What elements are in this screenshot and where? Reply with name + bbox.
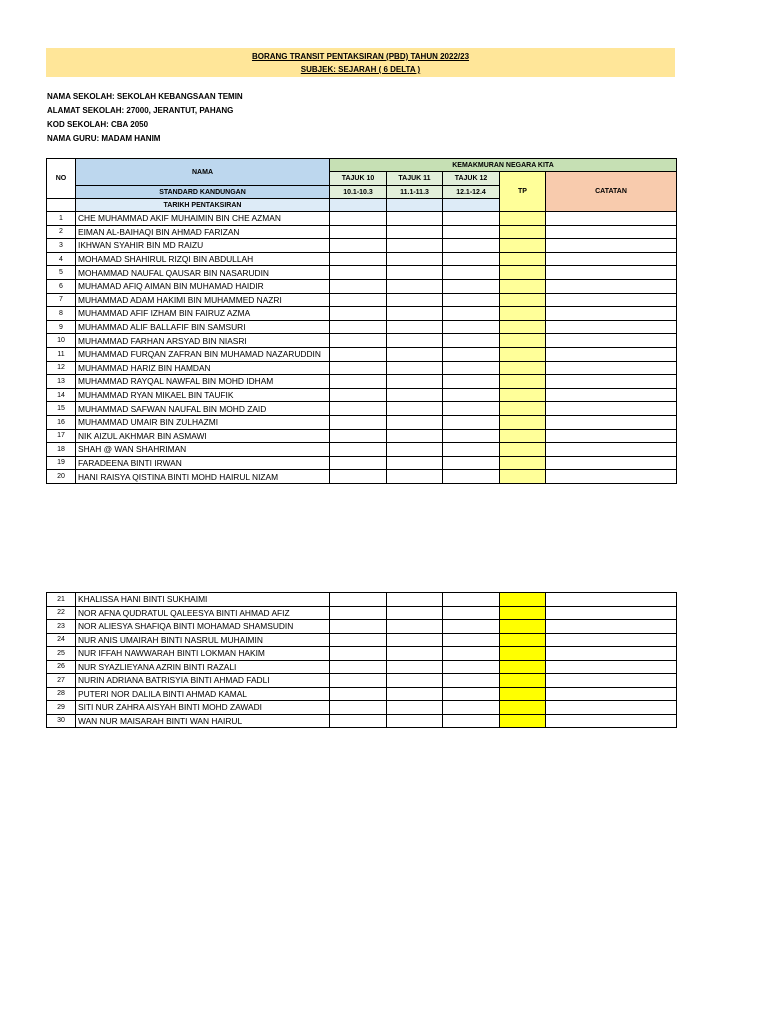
row-number: 27 — [47, 674, 76, 688]
row-number: 28 — [47, 687, 76, 701]
student-name: MUHAMMAD RAYQAL NAWFAL BIN MOHD IDHAM — [76, 375, 330, 389]
tajuk-12-cell[interactable] — [443, 593, 500, 607]
tp-cell[interactable] — [500, 388, 546, 402]
catatan-cell[interactable] — [546, 212, 677, 226]
catatan-cell[interactable] — [546, 620, 677, 634]
header-no: NO — [47, 159, 76, 199]
tp-cell[interactable] — [500, 361, 546, 375]
table-row — [47, 307, 677, 321]
tajuk-12-cell[interactable] — [443, 212, 500, 226]
catatan-cell[interactable] — [546, 660, 677, 674]
catatan-cell[interactable] — [546, 252, 677, 266]
row-number: 19 — [47, 456, 76, 470]
tajuk-10-cell[interactable] — [330, 620, 387, 634]
tp-cell[interactable] — [500, 334, 546, 348]
tajuk-12-cell[interactable] — [443, 347, 500, 361]
tajuk-12-cell[interactable] — [443, 470, 500, 484]
tajuk-12-cell[interactable] — [443, 714, 500, 728]
tajuk-10-cell[interactable] — [330, 225, 387, 239]
tajuk-12-cell[interactable] — [443, 415, 500, 429]
tajuk-12-cell[interactable] — [443, 660, 500, 674]
row-number: 15 — [47, 402, 76, 416]
tajuk-11-cell[interactable] — [387, 279, 443, 293]
row-number: 2 — [47, 225, 76, 239]
student-name: NUR SYAZLIEYANA AZRIN BINTI RAZALI — [76, 660, 330, 674]
table-row — [47, 402, 677, 416]
catatan-cell[interactable] — [546, 266, 677, 280]
date-cell[interactable] — [387, 199, 443, 212]
student-name: MUHAMAD AFIQ AIMAN BIN MUHAMAD HAIDIR — [76, 279, 330, 293]
table-row — [47, 660, 677, 674]
row-number: 3 — [47, 239, 76, 253]
tp-cell[interactable] — [500, 347, 546, 361]
school-address: ALAMAT SEKOLAH: 27000, JERANTUT, PAHANG — [47, 106, 234, 115]
catatan-cell[interactable] — [546, 443, 677, 457]
catatan-cell[interactable] — [546, 470, 677, 484]
table-row — [47, 239, 677, 253]
table-row — [47, 593, 677, 607]
tajuk-11-cell[interactable] — [387, 375, 443, 389]
catatan-cell[interactable] — [546, 225, 677, 239]
tp-cell[interactable] — [500, 701, 546, 715]
tajuk-12-cell[interactable] — [443, 633, 500, 647]
tajuk-11-cell[interactable] — [387, 593, 443, 607]
catatan-cell[interactable] — [546, 361, 677, 375]
tp-cell[interactable] — [500, 212, 546, 226]
tajuk-10-cell[interactable] — [330, 266, 387, 280]
tajuk-10-cell[interactable] — [330, 388, 387, 402]
student-name: NOR AFNA QUDRATUL QALEESYA BINTI AHMAD AFIZ — [76, 606, 330, 620]
row-number: 1 — [47, 212, 76, 226]
tp-cell[interactable] — [500, 252, 546, 266]
tajuk-11-cell[interactable] — [387, 239, 443, 253]
student-name: CHE MUHAMMAD AKIF MUHAIMIN BIN CHE AZMAN — [76, 212, 330, 226]
table-row — [47, 361, 677, 375]
student-name: MUHAMMAD SAFWAN NAUFAL BIN MOHD ZAID — [76, 402, 330, 416]
student-name: HANI RAISYA QISTINA BINTI MOHD HAIRUL NIZAM — [76, 470, 330, 484]
assessment-table — [46, 158, 677, 484]
tajuk-10-cell[interactable] — [330, 429, 387, 443]
catatan-cell[interactable] — [546, 456, 677, 470]
tajuk-11-cell[interactable] — [387, 293, 443, 307]
student-name: MUHAMMAD RYAN MIKAEL BIN TAUFIK — [76, 388, 330, 402]
tajuk-11-cell[interactable] — [387, 212, 443, 226]
tp-cell[interactable] — [500, 402, 546, 416]
catatan-cell[interactable] — [546, 239, 677, 253]
tp-cell[interactable] — [500, 239, 546, 253]
tp-cell[interactable] — [500, 266, 546, 280]
tajuk-10-cell[interactable] — [330, 415, 387, 429]
tp-cell[interactable] — [500, 279, 546, 293]
table-row — [47, 429, 677, 443]
tajuk-11-cell[interactable] — [387, 225, 443, 239]
catatan-cell[interactable] — [546, 714, 677, 728]
tajuk-11-cell[interactable] — [387, 388, 443, 402]
tajuk-11-cell[interactable] — [387, 456, 443, 470]
tp-cell[interactable] — [500, 633, 546, 647]
table-row — [47, 620, 677, 634]
catatan-cell[interactable] — [546, 402, 677, 416]
tajuk-10-cell[interactable] — [330, 212, 387, 226]
catatan-cell[interactable] — [546, 701, 677, 715]
catatan-cell[interactable] — [546, 687, 677, 701]
table-row — [47, 470, 677, 484]
student-name: MUHAMMAD AFIF IZHAM BIN FAIRUZ AZMA — [76, 307, 330, 321]
header-range-12: 12.1-12.4 — [443, 186, 500, 199]
row-number: 30 — [47, 714, 76, 728]
assessment-table-continued — [46, 592, 677, 728]
student-name: MUHAMMAD UMAIR BIN ZULHAZMI — [76, 415, 330, 429]
student-name: MOHAMMAD NAUFAL QAUSAR BIN NASARUDIN — [76, 266, 330, 280]
table-row — [47, 225, 677, 239]
catatan-cell[interactable] — [546, 415, 677, 429]
page-break — [46, 484, 676, 492]
row-number: 7 — [47, 293, 76, 307]
form-title: BORANG TRANSIT PENTAKSIRAN (PBD) TAHUN 2022/23 — [251, 52, 470, 61]
tajuk-10-cell[interactable] — [330, 470, 387, 484]
school-code: KOD SEKOLAH: CBA 2050 — [47, 120, 149, 129]
date-cell[interactable] — [443, 199, 500, 212]
row-number: 13 — [47, 375, 76, 389]
tp-cell[interactable] — [500, 660, 546, 674]
catatan-cell[interactable] — [546, 320, 677, 334]
catatan-cell[interactable] — [546, 293, 677, 307]
tajuk-12-cell[interactable] — [443, 647, 500, 661]
date-cell[interactable] — [330, 199, 387, 212]
tajuk-12-cell[interactable] — [443, 361, 500, 375]
tajuk-10-cell[interactable] — [330, 347, 387, 361]
tajuk-12-cell[interactable] — [443, 456, 500, 470]
table-row — [47, 212, 677, 226]
table-row — [47, 674, 677, 688]
tp-cell[interactable] — [500, 307, 546, 321]
table-row — [47, 701, 677, 715]
tajuk-11-cell[interactable] — [387, 714, 443, 728]
table-row — [47, 443, 677, 457]
row-number: 29 — [47, 701, 76, 715]
catatan-cell[interactable] — [546, 279, 677, 293]
catatan-cell[interactable] — [546, 429, 677, 443]
tajuk-12-cell[interactable] — [443, 388, 500, 402]
header-tarikh: TARIKH PENTAKSIRAN — [76, 199, 330, 212]
catatan-cell[interactable] — [546, 375, 677, 389]
row-number: 9 — [47, 320, 76, 334]
tajuk-12-cell[interactable] — [443, 674, 500, 688]
header-tajuk-11: TAJUK 11 — [387, 172, 443, 186]
tp-cell[interactable] — [500, 714, 546, 728]
student-name: KHALISSA HANI BINTI SUKHAIMI — [76, 593, 330, 607]
student-name: NUR IFFAH NAWWARAH BINTI LOKMAN HAKIM — [76, 647, 330, 661]
tp-cell[interactable] — [500, 593, 546, 607]
catatan-cell[interactable] — [546, 307, 677, 321]
header-tajuk-10: TAJUK 10 — [330, 172, 387, 186]
tajuk-10-cell[interactable] — [330, 293, 387, 307]
row-number: 22 — [47, 606, 76, 620]
tajuk-11-cell[interactable] — [387, 470, 443, 484]
tp-cell[interactable] — [500, 415, 546, 429]
row-number: 18 — [47, 443, 76, 457]
student-name: NURIN ADRIANA BATRISYIA BINTI AHMAD FADLI — [76, 674, 330, 688]
student-name: SHAH @ WAN SHAHRIMAN — [76, 443, 330, 457]
tajuk-10-cell[interactable] — [330, 674, 387, 688]
row-number: 4 — [47, 252, 76, 266]
student-name: MUHAMMAD ADAM HAKIMI BIN MUHAMMED NAZRI — [76, 293, 330, 307]
header-standard: STANDARD KANDUNGAN — [76, 186, 330, 199]
row-number: 6 — [47, 279, 76, 293]
catatan-cell[interactable] — [546, 647, 677, 661]
tajuk-10-cell[interactable] — [330, 701, 387, 715]
tajuk-11-cell[interactable] — [387, 674, 443, 688]
tajuk-11-cell[interactable] — [387, 620, 443, 634]
tajuk-10-cell[interactable] — [330, 456, 387, 470]
tajuk-10-cell[interactable] — [330, 633, 387, 647]
header-catatan: CATATAN — [546, 172, 677, 212]
tp-cell[interactable] — [500, 647, 546, 661]
tajuk-11-cell[interactable] — [387, 415, 443, 429]
table-row — [47, 606, 677, 620]
student-name: EIMAN AL-BAIHAQI BIN AHMAD FARIZAN — [76, 225, 330, 239]
catatan-cell[interactable] — [546, 633, 677, 647]
tajuk-10-cell[interactable] — [330, 660, 387, 674]
tp-cell[interactable] — [500, 606, 546, 620]
tajuk-12-cell[interactable] — [443, 307, 500, 321]
row-number: 20 — [47, 470, 76, 484]
table-row — [47, 279, 677, 293]
tajuk-11-cell[interactable] — [387, 647, 443, 661]
student-name: IKHWAN SYAHIR BIN MD RAIZU — [76, 239, 330, 253]
tajuk-11-cell[interactable] — [387, 660, 443, 674]
row-number: 26 — [47, 660, 76, 674]
header-range-11: 11.1-11.3 — [387, 186, 443, 199]
tajuk-12-cell[interactable] — [443, 375, 500, 389]
tajuk-10-cell[interactable] — [330, 320, 387, 334]
tp-cell[interactable] — [500, 620, 546, 634]
tp-cell[interactable] — [500, 674, 546, 688]
header-group: KEMAKMURAN NEGARA KITA — [330, 159, 677, 172]
subject-title: SUBJEK: SEJARAH ( 6 DELTA ) — [300, 65, 421, 74]
title-band — [46, 48, 675, 77]
tajuk-11-cell[interactable] — [387, 307, 443, 321]
tajuk-11-cell[interactable] — [387, 687, 443, 701]
tajuk-11-cell[interactable] — [387, 701, 443, 715]
tajuk-11-cell[interactable] — [387, 266, 443, 280]
header-tajuk-12: TAJUK 12 — [443, 172, 500, 186]
table-row — [47, 456, 677, 470]
row-number: 14 — [47, 388, 76, 402]
catatan-cell[interactable] — [546, 593, 677, 607]
table-row — [47, 388, 677, 402]
catatan-cell[interactable] — [546, 674, 677, 688]
student-name: SITI NUR ZAHRA AISYAH BINTI MOHD ZAWADI — [76, 701, 330, 715]
student-name: FARADEENA BINTI IRWAN — [76, 456, 330, 470]
row-number: 21 — [47, 593, 76, 607]
table-row — [47, 415, 677, 429]
row-number: 12 — [47, 361, 76, 375]
header-nama: NAMA — [76, 159, 330, 186]
student-name: PUTERI NOR DALILA BINTI AHMAD KAMAL — [76, 687, 330, 701]
row-number: 25 — [47, 647, 76, 661]
tajuk-12-cell[interactable] — [443, 606, 500, 620]
row-number: 11 — [47, 347, 76, 361]
tajuk-12-cell[interactable] — [443, 429, 500, 443]
tajuk-11-cell[interactable] — [387, 606, 443, 620]
tajuk-10-cell[interactable] — [330, 239, 387, 253]
tp-cell[interactable] — [500, 443, 546, 457]
table-row — [47, 334, 677, 348]
catatan-cell[interactable] — [546, 334, 677, 348]
tajuk-10-cell[interactable] — [330, 334, 387, 348]
tajuk-11-cell[interactable] — [387, 334, 443, 348]
table-row — [47, 633, 677, 647]
tajuk-12-cell[interactable] — [443, 701, 500, 715]
catatan-cell[interactable] — [546, 347, 677, 361]
tp-cell[interactable] — [500, 375, 546, 389]
row-number: 24 — [47, 633, 76, 647]
tajuk-11-cell[interactable] — [387, 429, 443, 443]
tajuk-12-cell[interactable] — [443, 293, 500, 307]
tajuk-11-cell[interactable] — [387, 361, 443, 375]
header-range-10: 10.1-10.3 — [330, 186, 387, 199]
tajuk-10-cell[interactable] — [330, 714, 387, 728]
table-row — [47, 293, 677, 307]
table-row — [47, 252, 677, 266]
school-name: NAMA SEKOLAH: SEKOLAH KEBANGSAAN TEMIN — [47, 92, 243, 101]
tp-cell[interactable] — [500, 293, 546, 307]
tajuk-12-cell[interactable] — [443, 320, 500, 334]
row-number: 23 — [47, 620, 76, 634]
catatan-cell[interactable] — [546, 388, 677, 402]
tajuk-10-cell[interactable] — [330, 593, 387, 607]
student-name: NUR ANIS UMAIRAH BINTI NASRUL MUHAIMIN — [76, 633, 330, 647]
tajuk-11-cell[interactable] — [387, 402, 443, 416]
tajuk-10-cell[interactable] — [330, 402, 387, 416]
tp-cell[interactable] — [500, 687, 546, 701]
tp-cell[interactable] — [500, 225, 546, 239]
tajuk-12-cell[interactable] — [443, 239, 500, 253]
tajuk-10-cell[interactable] — [330, 279, 387, 293]
tajuk-12-cell[interactable] — [443, 225, 500, 239]
tajuk-11-cell[interactable] — [387, 633, 443, 647]
student-name: NOR ALIESYA SHAFIQA BINTI MOHAMAD SHAMSUDIN — [76, 620, 330, 634]
student-name: MUHAMMAD HARIZ BIN HAMDAN — [76, 361, 330, 375]
catatan-cell[interactable] — [546, 606, 677, 620]
student-name: MUHAMMAD FARHAN ARSYAD BIN NIASRI — [76, 334, 330, 348]
row-number: 17 — [47, 429, 76, 443]
student-name: MUHAMMAD FURQAN ZAFRAN BIN MUHAMAD NAZARUDDIN — [76, 347, 330, 361]
tajuk-10-cell[interactable] — [330, 252, 387, 266]
row-number: 16 — [47, 415, 76, 429]
table-row — [47, 714, 677, 728]
student-name: WAN NUR MAISARAH BINTI WAN HAIRUL — [76, 714, 330, 728]
table-row — [47, 347, 677, 361]
table-row — [47, 687, 677, 701]
tajuk-12-cell[interactable] — [443, 334, 500, 348]
tajuk-10-cell[interactable] — [330, 307, 387, 321]
tajuk-10-cell[interactable] — [330, 647, 387, 661]
table-row — [47, 375, 677, 389]
tp-cell[interactable] — [500, 320, 546, 334]
tajuk-12-cell[interactable] — [443, 252, 500, 266]
row-number: 8 — [47, 307, 76, 321]
tajuk-11-cell[interactable] — [387, 443, 443, 457]
row-number: 5 — [47, 266, 76, 280]
row-number: 10 — [47, 334, 76, 348]
student-name: NIK AIZUL AKHMAR BIN ASMAWI — [76, 429, 330, 443]
tajuk-12-cell[interactable] — [443, 443, 500, 457]
tajuk-11-cell[interactable] — [387, 252, 443, 266]
tp-cell[interactable] — [500, 470, 546, 484]
tajuk-11-cell[interactable] — [387, 347, 443, 361]
tajuk-12-cell[interactable] — [443, 266, 500, 280]
tajuk-10-cell[interactable] — [330, 687, 387, 701]
tajuk-12-cell[interactable] — [443, 279, 500, 293]
tajuk-12-cell[interactable] — [443, 687, 500, 701]
tajuk-10-cell[interactable] — [330, 361, 387, 375]
teacher-name: NAMA GURU: MADAM HANIM — [47, 134, 161, 143]
student-name: MOHAMAD SHAHIRUL RIZQI BIN ABDULLAH — [76, 252, 330, 266]
tajuk-11-cell[interactable] — [387, 320, 443, 334]
tajuk-12-cell[interactable] — [443, 620, 500, 634]
header-tp: TP — [500, 172, 546, 212]
tajuk-10-cell[interactable] — [330, 375, 387, 389]
student-name: MUHAMMAD ALIF BALLAFIF BIN SAMSURI — [76, 320, 330, 334]
tp-cell[interactable] — [500, 429, 546, 443]
tajuk-10-cell[interactable] — [330, 606, 387, 620]
tp-cell[interactable] — [500, 456, 546, 470]
table-row — [47, 266, 677, 280]
tajuk-10-cell[interactable] — [330, 443, 387, 457]
table-row — [47, 647, 677, 661]
table-row — [47, 320, 677, 334]
tajuk-12-cell[interactable] — [443, 402, 500, 416]
